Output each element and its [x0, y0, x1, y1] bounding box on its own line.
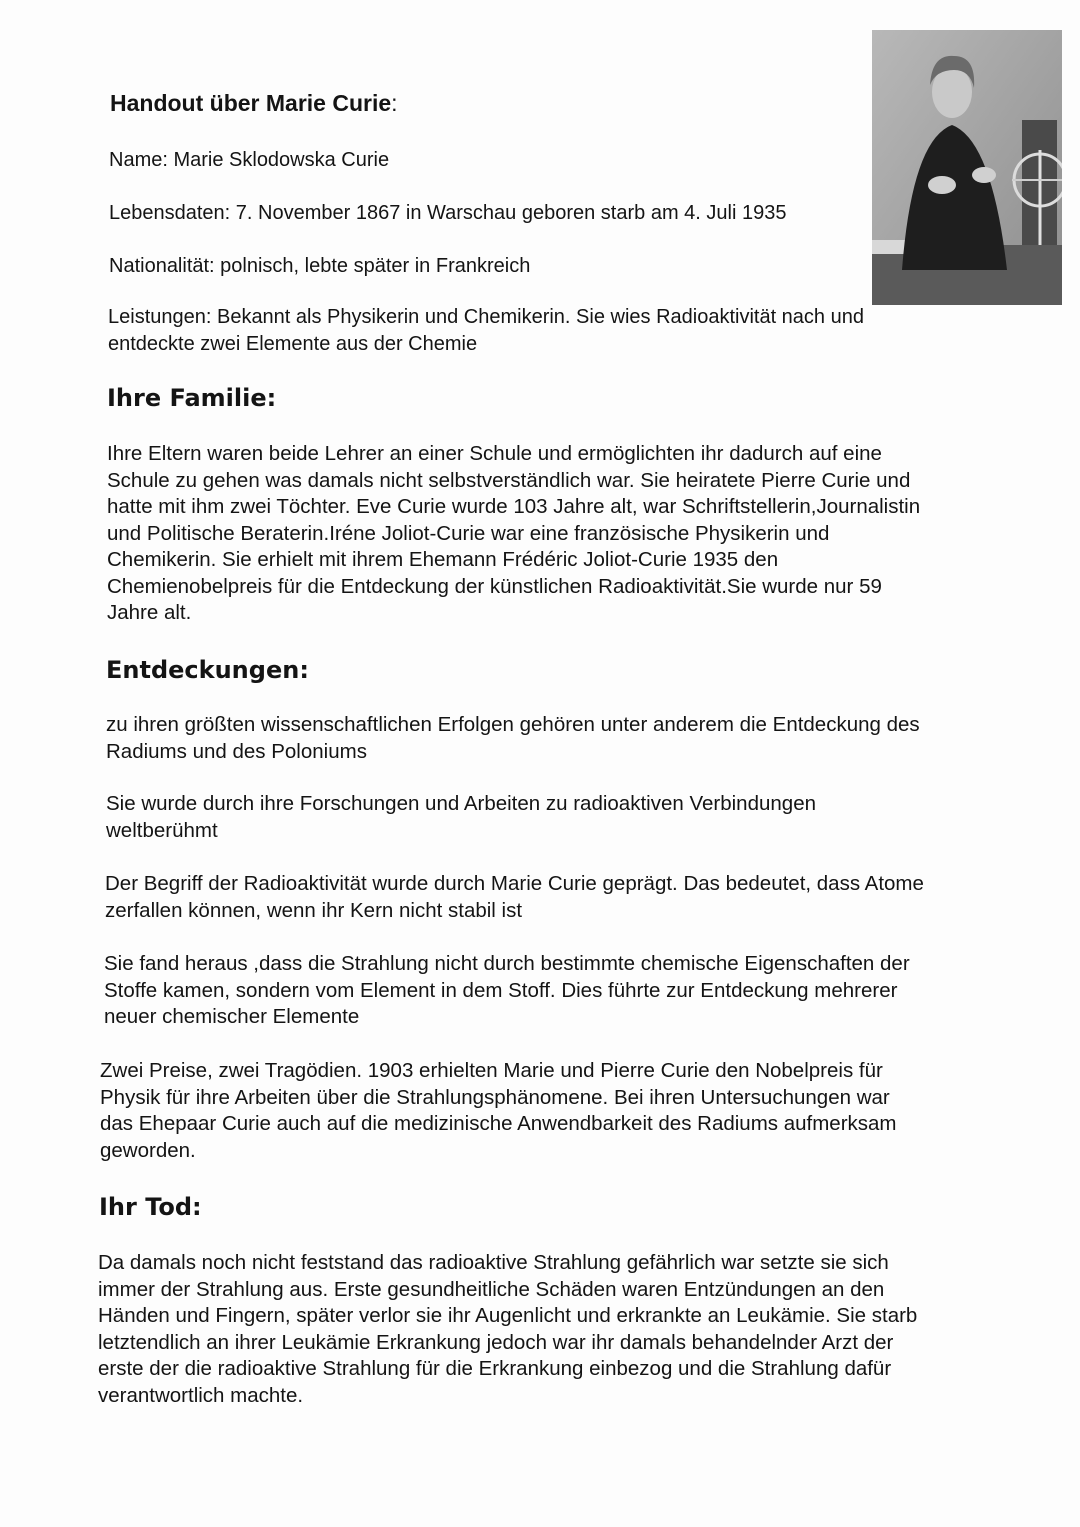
- entdeckungen-line: Radiums und des Poloniums: [106, 739, 367, 763]
- entdeckungen-line: geworden.: [100, 1138, 196, 1162]
- familie-line: Schule zu gehen was damals nicht selbstverständlich war. Sie heiratete Pierre Curie und: [107, 468, 911, 492]
- portrait-image: [872, 30, 1062, 305]
- entdeckungen-paragraph-4: [104, 951, 910, 1031]
- entdeckungen-line: weltberühmt: [106, 818, 218, 842]
- tod-line: letztendlich an ihrer Leukämie Erkrankung jedoch war ihr damals behandelnder Arzt der: [98, 1330, 894, 1354]
- leistungen-line: entdeckte zwei Elemente aus der Chemie: [108, 333, 478, 355]
- entdeckungen-line: zu ihren größten wissenschaftlichen Erfolgen gehören unter anderem die Entdeckung des: [106, 713, 920, 736]
- leistungen-line: Leistungen: Bekannt als Physikerin und Chemikerin. Sie wies Radioaktivität nach und: [108, 306, 864, 328]
- tod-line: erste der die radioaktive Strahlung für die Erkrankung einbezog und die Strahlung dafür: [98, 1357, 892, 1380]
- tod-heading: Ihr Tod:: [99, 1193, 202, 1221]
- name-line: Name: Marie Sklodowska Curie: [109, 149, 390, 171]
- entdeckungen-paragraph-2: [106, 791, 816, 844]
- entdeckungen-line: Sie wurde durch ihre Forschungen und Arbeiten zu radioaktiven Verbindungen: [106, 792, 816, 815]
- entdeckungen-line: neuer chemischer Elemente: [104, 1005, 360, 1028]
- document-title: [110, 90, 398, 117]
- nationalitaet-line: Nationalität: polnisch, lebte später in Frankreich: [109, 255, 531, 277]
- familie-line: hatte mit ihm zwei Töchter. Eve Curie wurde 103 Jahre alt, war Schriftstellerin,Journalistin: [107, 495, 921, 518]
- entdeckungen-line: das Ehepaar Curie auch auf die medizinische Anwendbarkeit des Radiums aufmerksam: [100, 1112, 897, 1135]
- tod-paragraph: [98, 1250, 917, 1409]
- leistungen-paragraph: [108, 304, 968, 358]
- tod-line: verantwortlich machte.: [98, 1383, 304, 1407]
- familie-line: Chemienobelpreis für die Entdeckung der künstlichen Radioaktivität.Sie wurde nur 59: [107, 574, 882, 598]
- familie-line: Jahre alt.: [107, 601, 192, 624]
- entdeckungen-line: Sie fand heraus ,dass die Strahlung nicht durch bestimmte chemische Eigenschaften der: [104, 952, 910, 975]
- familie-paragraph: [107, 441, 920, 627]
- entdeckungen-paragraph-1: [106, 712, 920, 765]
- entdeckungen-line: Der Begriff der Radioaktivität wurde durch Marie Curie geprägt. Das bedeutet, dass Atome: [105, 872, 924, 895]
- entdeckungen-line: zerfallen können, wenn ihr Kern nicht stabil ist: [105, 898, 523, 922]
- lebensdaten-line: Lebensdaten: 7. November 1867 in Warschau geboren starb am 4. Juli 1935: [109, 202, 787, 224]
- familie-heading: Ihre Familie:: [107, 384, 277, 412]
- familie-line: Chemikerin. Sie erhielt mit ihrem Ehemann Frédéric Joliot-Curie 1935 den: [107, 548, 779, 571]
- familie-line: Ihre Eltern waren beide Lehrer an einer Schule und ermöglichten ihr dadurch auf eine: [107, 442, 882, 465]
- entdeckungen-line: Stoffe kamen, sondern vom Element in dem Stoff. Dies führte zur Entdeckung mehrerer: [104, 978, 898, 1002]
- familie-line: und Politische Beraterin.Iréne Joliot-Curie war eine französische Physikerin und: [107, 521, 830, 545]
- entdeckungen-heading: Entdeckungen:: [106, 656, 309, 684]
- entdeckungen-paragraph-5: [100, 1058, 897, 1164]
- portrait-photo: [872, 30, 1062, 305]
- tod-line: immer der Strahlung aus. Erste gesundheitliche Schäden waren Entzündungen an den: [98, 1277, 885, 1301]
- entdeckungen-paragraph-3: [105, 871, 924, 924]
- title-colon: :: [391, 90, 398, 116]
- tod-line: Da damals noch nicht feststand das radioaktive Strahlung gefährlich war setzte sie sich: [98, 1251, 889, 1274]
- title-text: Handout über Marie Curie: [110, 90, 392, 116]
- entdeckungen-line: Zwei Preise, zwei Tragödien. 1903 erhielten Marie und Pierre Curie den Nobelpreis für: [100, 1059, 883, 1082]
- entdeckungen-line: Physik für ihre Arbeiten über die Strahlungsphänomene. Bei ihren Untersuchungen war: [100, 1085, 890, 1109]
- tod-line: Händen und Fingern, später verlor sie ihr Augenlicht und erkrankte an Leukämie. Sie starb: [98, 1304, 918, 1327]
